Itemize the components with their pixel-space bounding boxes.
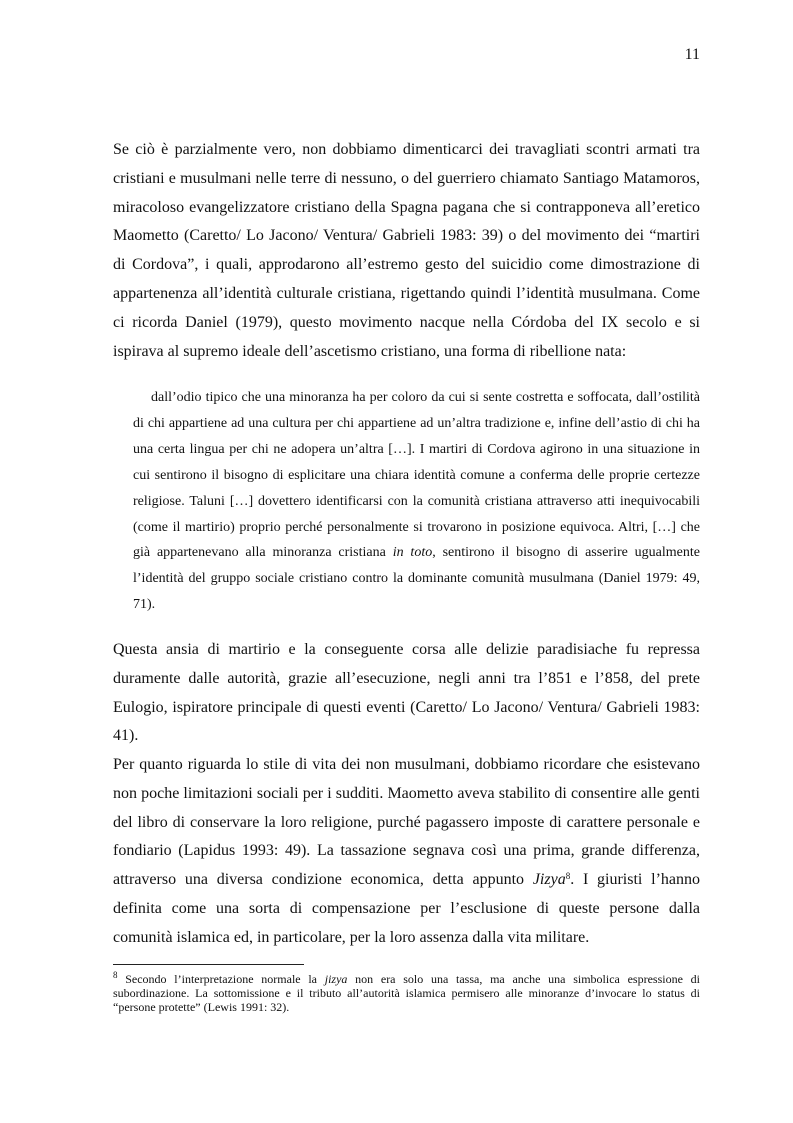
block-quote: [133, 385, 700, 618]
footnote-reference[interactable]: 8: [565, 871, 571, 882]
footnote: [113, 972, 700, 1014]
body-paragraph-2: Questa ansia di martirio e la conseguente corsa alle delizie paradisiache fu repressa duramente dalle autorità, grazie all’esecuzione, negli anni tra l’851 e l’858, del prete Eulogio, ispiratore principale di questi eventi (Caretto/ Lo Jacono/ Ventura/ Gabrieli 1983: 41).: [113, 641, 700, 745]
footnote-marker: 8: [113, 970, 118, 980]
quote-text-2: , sentirono il bisogno di asserire ugualmente l’identità del gruppo sociale cristiano contro la dominante comunità musulmana (Daniel 1979: 49, 71).: [133, 545, 700, 613]
paragraph-3-text-1: Per quanto riguarda lo stile di vita dei non musulmani, dobbiamo ricordare che esistevano non poche limitazioni sociali per i sudditi. Maometto aveva stabilito di consentire alle genti del libro di conservare la loro religione, purché pagassero imposte di carattere personale e fondiario (Lapidus 1993: 49). La tassazione segnava così una prima, grande differenza, attraverso una diversa condizione economica, detta appunto: [113, 756, 700, 889]
quote-text-1: dall’odio tipico che una minoranza ha per coloro da cui si sente costretta e soffocata, dall’ostilità di chi appartiene ad una cultura per chi appartiene ad un’altra tradizione e, infine dell’astio di chi ha una certa lingua per chi ne adopera un’altra […]. I martiri di Cordova agirono in una situazione in cui sentirono il bisogno di esplicitare una chiara identità comune a conferma delle proprie certezze religiose. Taluni […] dovettero identificarsi con la comunità cristiana attraverso atti inequivocabili (come il martirio) proprio perché personalmente si trovarono in posizione equivoca. Altri, […] che già appartenevano alla minoranza cristiana: [133, 390, 700, 561]
page-number: 11: [684, 46, 700, 63]
footnote-italic-term: jizya: [324, 972, 348, 986]
footnote-separator: [113, 964, 304, 965]
paragraph-3-text-2: . I giuristi l’hanno definita come una sorta di compensazione per l’esclusione di queste persone dalla comunità islamica ed, in particolare, per la loro assenza dalla vita militare.: [113, 871, 700, 946]
footnote-text-1: Secondo l’interpretazione normale la: [117, 972, 325, 986]
body-paragraph-3: [113, 751, 700, 953]
jizya-term: Jizya: [532, 871, 566, 889]
footnote-text-2: non era solo una tassa, ma anche una simbolica espressione di subordinazione. La sottomissione e il tributo all’autorità islamica permisero alle minoranze d’invocare lo status di “persone protette” (Lewis 1991: 32).: [113, 972, 700, 1014]
quote-italic-term: in toto: [392, 545, 433, 561]
body-paragraph-1: Se ciò è parzialmente vero, non dobbiamo dimenticarci dei travagliati scontri armati tra cristiani e musulmani nelle terre di nessuno, o del guerriero chiamato Santiago Matamoros, miracoloso evangelizzatore cristiano della Spagna pagana che si contrapponeva all’eretico Maometto (Caretto/ Lo Jacono/ Ventura/ Gabrieli 1983: 39) o del movimento dei “martiri di Cordova”, i quali, approdarono all’estremo gesto del suicidio come dimostrazione di appartenenza all’identità culturale cristiana, rigettando quindi l’identità musulmana. Come ci ricorda Daniel (1979), questo movimento nacque nella Córdoba del IX secolo e si ispirava al supremo ideale dell’ascetismo cristiano, una forma di ribellione nata:: [113, 141, 700, 360]
